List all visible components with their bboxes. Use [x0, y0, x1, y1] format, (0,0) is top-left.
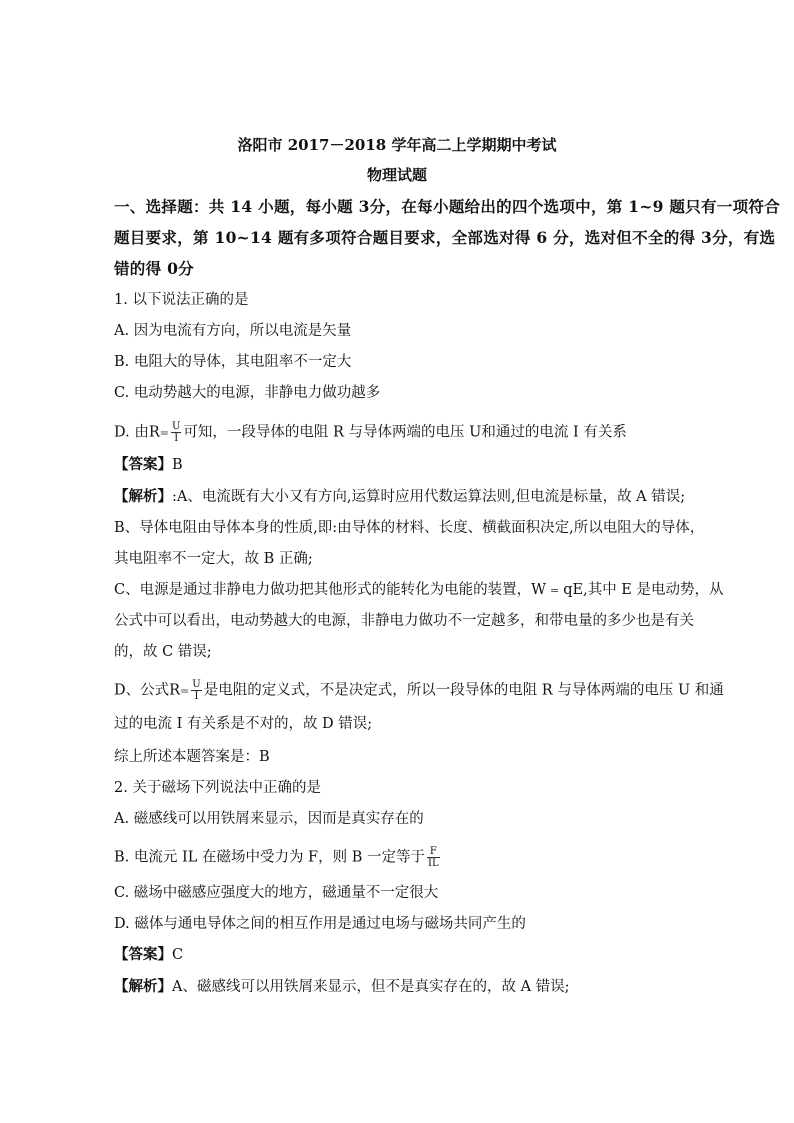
equals-sign: = [159, 426, 169, 440]
answer-label: 【答案】 [114, 456, 172, 473]
q1-analysis-c-line-2: 公式中可以看出，电动势越大的电源，非静电力做功不一定越多，和带电量的多少也是有关 [114, 613, 694, 629]
fraction-denominator: I [174, 433, 179, 444]
q1-stem: 1. 以下说法正确的是 [114, 292, 249, 308]
q1-analysis-b-line-2: 其电阻率不一定大，故 B 正确; [114, 551, 313, 567]
analysis-label: 【解析】 [114, 978, 172, 995]
equals-sign: = [550, 584, 560, 597]
q1-option-d-prefix: D. 由R [114, 424, 160, 441]
answer-label: 【答案】 [114, 946, 172, 963]
q2-stem: 2. 关于磁场下列说法中正确的是 [114, 780, 321, 796]
analysis-d-suffix: 是电阻的定义式，不是决定式，所以一段导体的电阻 R 与导体两端的电压 U 和通 [203, 682, 724, 699]
fraction-u-over-i [191, 679, 201, 702]
doc-title: 洛阳市 2017－2018 学年高二上学期期中考试 [237, 136, 557, 154]
q1-answer [114, 455, 183, 475]
section-instructions-line-2: 题目要求，第 10~14 题有多项符合题目要求，全部选对得 6 分，选对但不全的得 3分，有选 [114, 228, 776, 247]
q2-option-b-text: B. 电流元 IL 在磁场中受力为 F，则 B 一定等于 [114, 849, 425, 866]
q2-option-a: A. 磁感线可以用铁屑来显示，因而是真实存在的 [114, 811, 424, 827]
q2-answer [114, 945, 183, 965]
q1-option-a: A. 因为电流有方向，所以电流是矢量 [114, 323, 352, 339]
fraction-f-over-il [427, 846, 440, 869]
q2-option-d: D. 磁体与通电导体之间的相互作用是通过电场与磁场共同产生的 [114, 916, 526, 932]
analysis-label: 【解析】 [114, 488, 172, 505]
analysis-c-tail: qE,其中 E 是电动势，从 [563, 582, 724, 598]
q1-analysis-b-line-1: B、导体电阻由导体本身的性质,即:由导体的材料、长度、横截面积决定,所以电阻大的导体， [114, 520, 705, 536]
q1-option-c: C. 电动势越大的电源，非静电力做功越多 [114, 385, 381, 401]
equals-sign: = [180, 684, 190, 698]
section-instructions-line-3: 错的得 0分 [114, 259, 194, 278]
doc-subtitle: 物理试题 [366, 166, 427, 184]
fraction-numerator: F [427, 846, 440, 858]
q2-option-b [114, 846, 442, 869]
q1-analysis-a [114, 487, 685, 507]
fraction-u-over-i [171, 421, 181, 444]
answer-value: B [172, 457, 183, 473]
answer-value: C [172, 947, 184, 963]
q1-analysis-c-line-1 [114, 580, 724, 601]
q1-option-b: B. 电阻大的导体，其电阻率不一定大 [114, 354, 352, 370]
fraction-denominator: IL [428, 858, 439, 869]
fraction-numerator: U [192, 679, 201, 690]
q1-analysis-d-line-1 [114, 679, 724, 702]
fraction-numerator: U [171, 421, 181, 432]
analysis-text: :A、电流既有大小又有方向,运算时应用代数运算法则,但电流是标量，故 A 错误; [172, 489, 686, 505]
fraction-denominator: I [194, 691, 199, 702]
q2-option-c: C. 磁场中磁感应强度大的地方，磁通量不一定很大 [114, 885, 439, 901]
section-instructions-line-1: 一、选择题：共 14 小题，每小题 3分，在每小题给出的四个选项中，第 1~9 题只有一项符合 [114, 197, 780, 216]
q2-analysis-a [114, 977, 570, 997]
q1-option-d [114, 421, 627, 444]
q1-analysis-d-line-2: 过的电流 I 有关系是不对的，故 D 错误; [114, 716, 373, 732]
q1-option-d-suffix: 可知，一段导体的电阻 R 与导体两端的电压 U和通过的电流 I 有关系 [183, 424, 627, 441]
q1-analysis-c-line-3: 的，故 C 错误; [114, 644, 212, 660]
analysis-text: A、磁感线可以用铁屑来显示，但不是真实存在的，故 A 错误; [172, 979, 570, 995]
analysis-d-prefix: D、公式R [114, 682, 181, 699]
q1-summary: 综上所述本题答案是：B [114, 749, 270, 765]
analysis-c-text: C、电源是通过非静电力做功把其他形式的能转化为电能的装置，W [114, 582, 546, 598]
